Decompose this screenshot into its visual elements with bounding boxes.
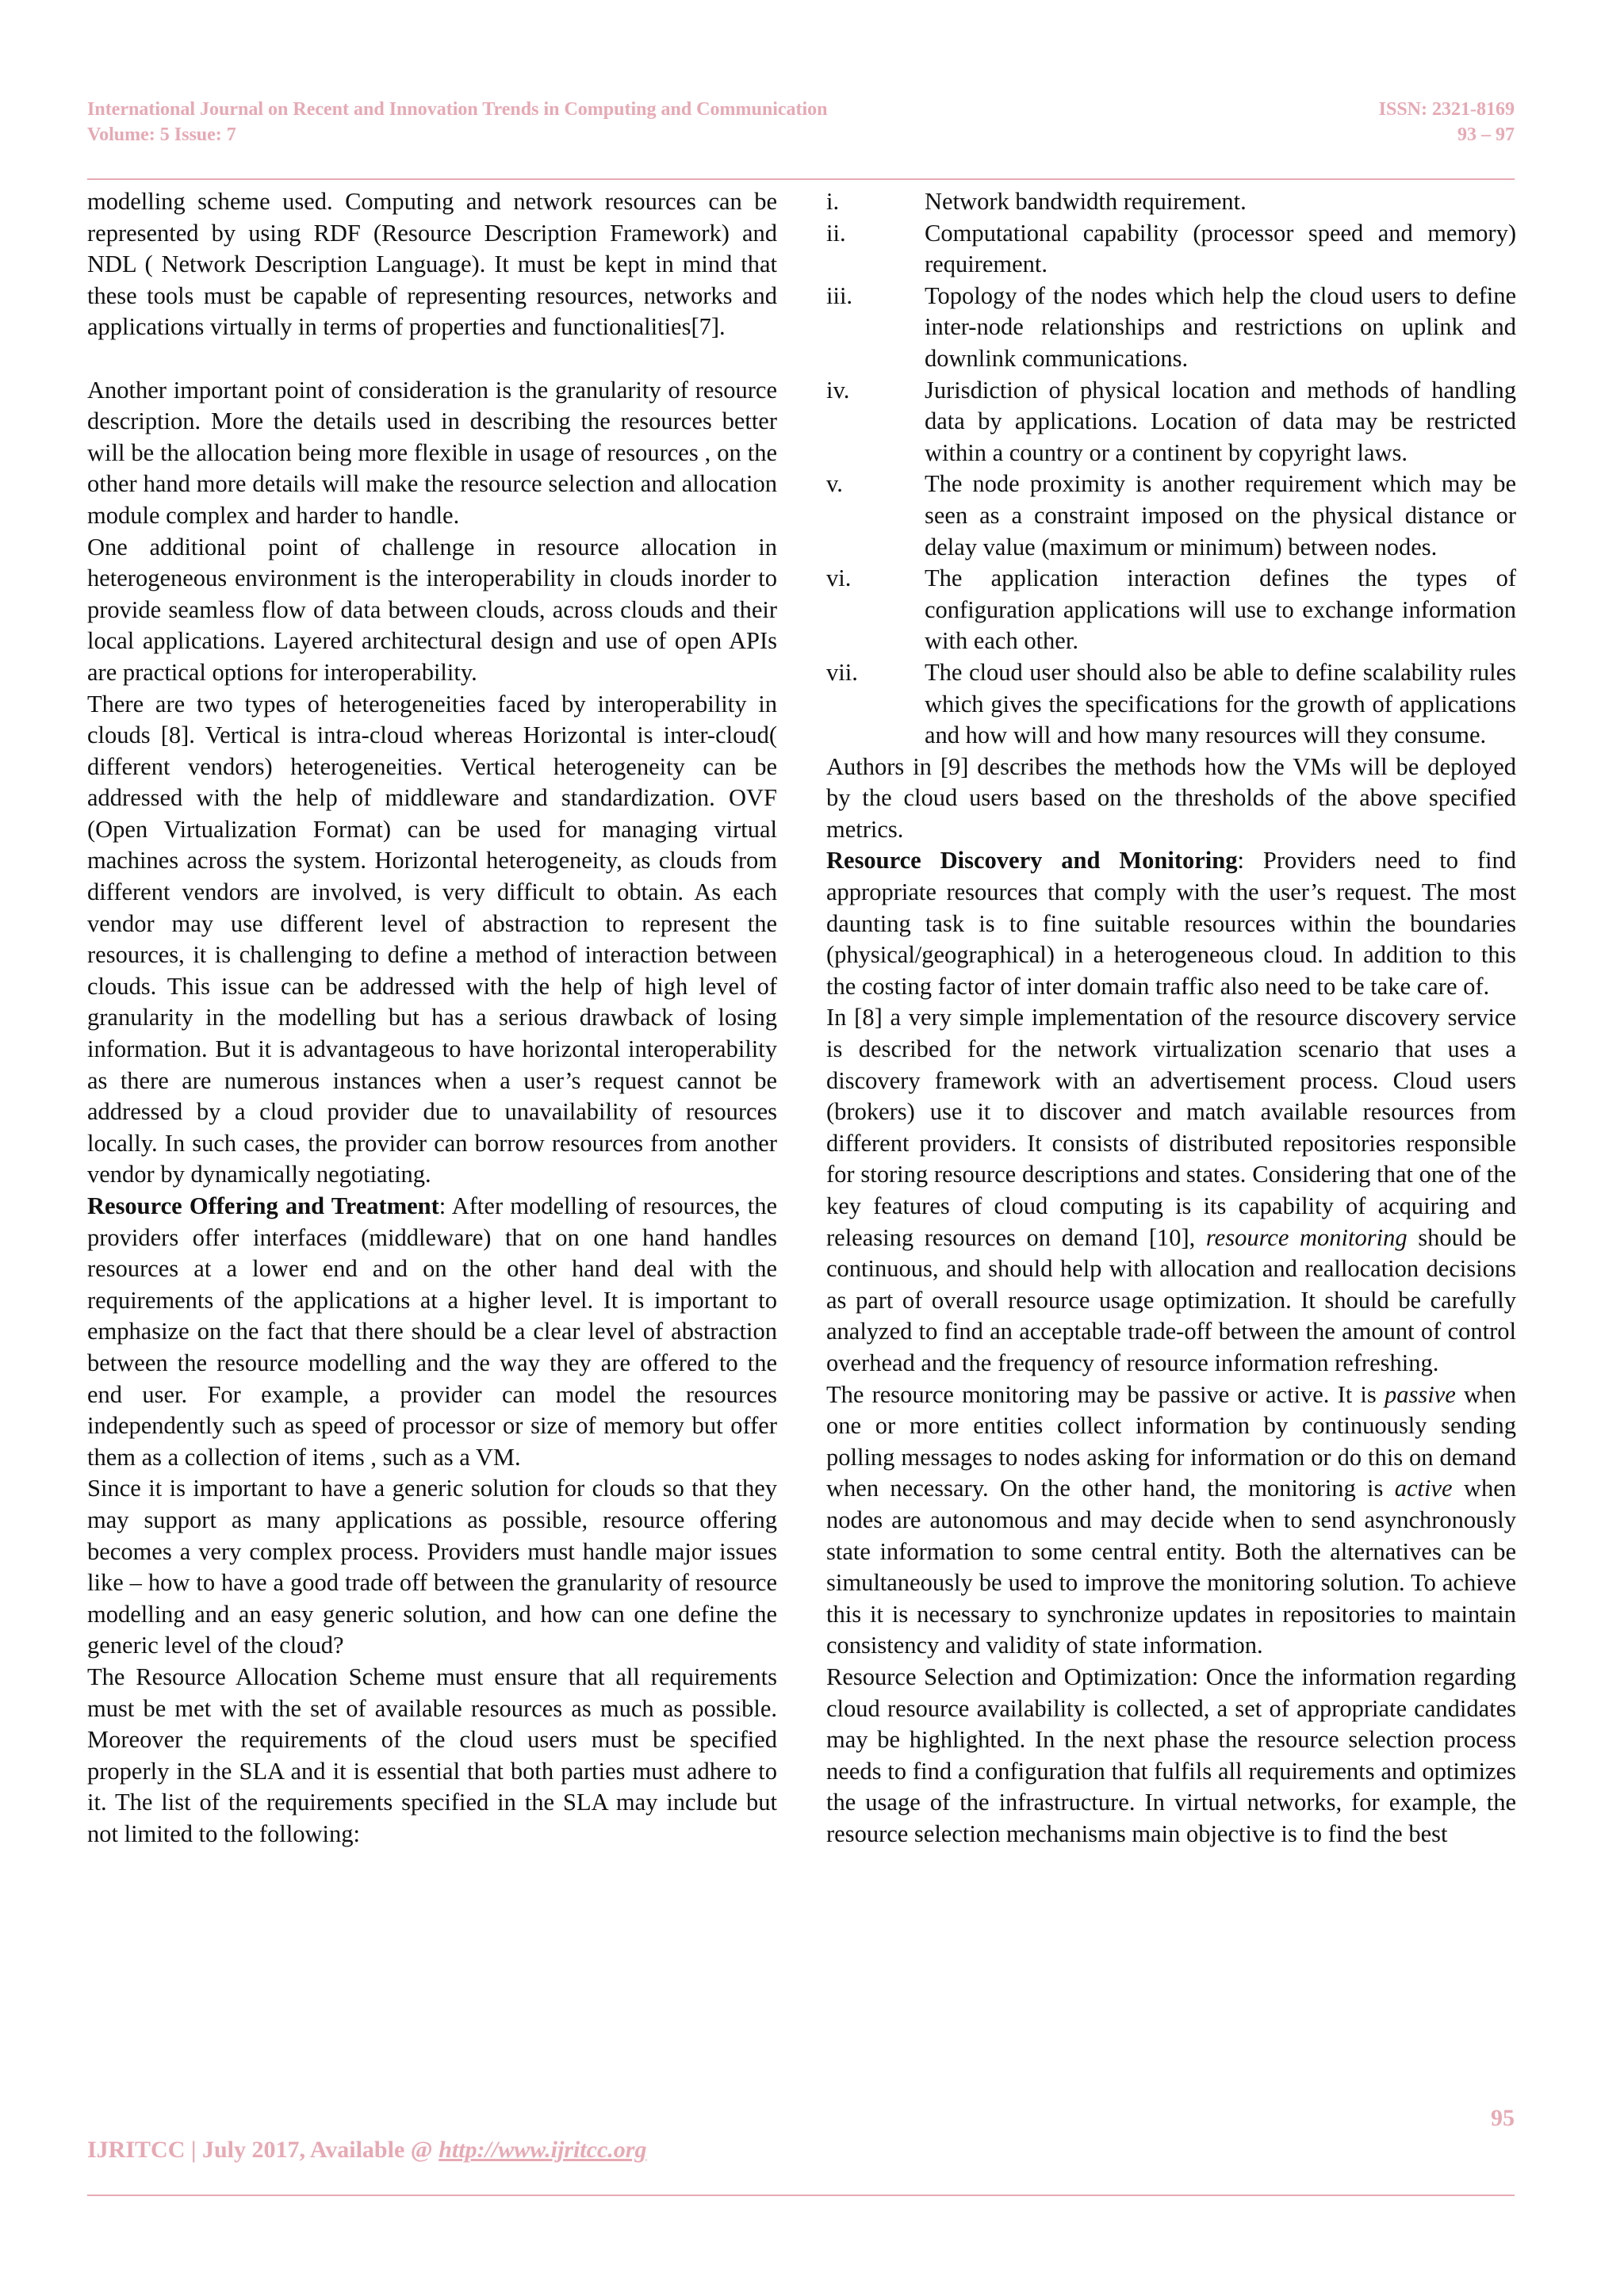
list-item xyxy=(826,657,1516,752)
paragraph-gap xyxy=(87,343,777,375)
paragraph: One additional point of challenge in resource allocation in heterogeneous environment is the interoperability in clouds inorder to provide seamless flow of data between clouds, across clouds and their local applications. Layered architectural design and use of open APIs are practical options for interoperability. xyxy=(87,533,777,686)
right-column xyxy=(826,186,1516,1850)
list-number: iii. xyxy=(826,281,853,309)
list-text: The node proximity is another requirement which may be seen as a constraint imposed on the physical distance or delay value (maximum or minimum) between nodes. xyxy=(925,470,1516,561)
list-number: vii. xyxy=(826,658,858,686)
paragraph: Resource Selection and Optimization: Once the information regarding cloud resource availability is collected, a set of appropriate candidates may be highlighted. In the next phase the resource selection process needs to find a configuration that fulfils all requirements and optimizes the usage of the infrastructure. In virtual networks, for example, the resource selection mechanisms main objective is to find the best xyxy=(826,1663,1516,1847)
page-range: 93 – 97 xyxy=(1457,124,1515,145)
list-number: ii. xyxy=(826,219,846,247)
list-item xyxy=(826,186,1516,218)
paragraph-body: should be continuous, and should help with allocation and reallocation decisions as part of overall resource usage optimization. It should be carefully analyzed to find an acceptable trade-off between the amount of control overhead and the frequency of resource information refreshing. xyxy=(826,1223,1516,1376)
paragraph-body: : After modelling of resources, the providers offer interfaces (middleware) that on one hand handles resources at a lower end and on the other hand deal with the requirements of the applications at a higher level. It is important to emphasize on the fact that there should be a clear level of abstraction between the resource modelling and the way they are offered to the end user. For example, a provider can model the resources independently such as speed of processor or size of memory but offer them as a collection of items , such as a VM. xyxy=(87,1192,777,1471)
list-text: The cloud user should also be able to define scalability rules which gives the specifications for the growth of applications and how will and how many resources will they consume. xyxy=(925,658,1516,749)
journal-volume: Volume: 5 Issue: 7 xyxy=(87,124,236,145)
left-column xyxy=(87,186,777,1850)
journal-issn: ISSN: 2321-8169 xyxy=(1378,99,1515,120)
list-text: The application interaction defines the types of configuration applications will use to exchange information with each other. xyxy=(925,564,1516,655)
footer-text: IJRITCC | July 2017, Available @ xyxy=(87,2137,439,2163)
header-right xyxy=(1379,97,1515,147)
header-rule xyxy=(87,178,1515,180)
list-number: iv. xyxy=(826,376,850,404)
footer-link[interactable]: http://www.ijritcc.org xyxy=(439,2137,647,2163)
paragraph: modelling scheme used. Computing and network resources can be represented by using RDF (Resource Description Framework) and NDL ( Network Description Language). It must be kept in mind that these tools must be capable of representing resources, networks and applications virtually in terms of properties and functionalities[7]. xyxy=(87,188,777,341)
emphasis: passive xyxy=(1384,1380,1456,1408)
list-item xyxy=(826,375,1516,469)
section-heading: Resource Offering and Treatment xyxy=(87,1192,439,1219)
footer-line xyxy=(87,2134,1515,2166)
emphasis: resource monitoring xyxy=(1205,1223,1408,1251)
list-number: v. xyxy=(826,470,843,498)
list-text: Network bandwidth requirement. xyxy=(925,188,1247,215)
list-item xyxy=(826,281,1516,375)
list-item xyxy=(826,563,1516,657)
list-text: Computational capability (processor speed and memory) requirement. xyxy=(925,219,1516,278)
paragraph: Another important point of consideration is the granularity of resource description. More the details used in describing the resources better will be the allocation being more flexible in usage of resources , on the other hand more details will make the resource selection and allocation module complex and harder to handle. xyxy=(87,376,777,529)
paragraph xyxy=(826,1002,1516,1379)
paragraph xyxy=(87,1191,777,1473)
list-number: i. xyxy=(826,188,840,215)
paragraph-body: In [8] a very simple implementation of the resource discovery service is described for the network virtualization scenario that uses a discovery framework with an advertisement process. Cloud users (brokers) use it to discover and match available resources from different providers. It consists of distributed repositories responsible for storing resource descriptions and states. Considering that one of the key features of cloud computing is its capability of acquiring and releasing resources on demand [10], xyxy=(826,1004,1516,1251)
paragraph-body: when one or more entities collect information by continuously sending polling messages to nodes asking for information or do this on demand when necessary. On the other hand, the monitoring is xyxy=(826,1380,1516,1502)
paragraph-body: The resource monitoring may be passive or active. It is xyxy=(826,1380,1385,1408)
footer-rule xyxy=(87,2195,1515,2196)
paragraph-body: : Providers need to find appropriate resources that comply with the user’s request. The most daunting task is to fine suitable resources within the boundaries (physical/geographical) in a heterogeneous cloud. In addition to this the costing factor of inter domain traffic also need to be take care of. xyxy=(826,847,1517,1000)
section-heading: Resource Discovery and Monitoring xyxy=(826,847,1238,874)
paragraph: Since it is important to have a generic solution for clouds so that they may support as many applications as possible, resource offering becomes a very complex process. Providers must handle major issues like – how to have a good trade off between the granularity of resource modelling and an easy generic solution, and how can one define the generic level of the cloud? xyxy=(87,1475,777,1659)
page-number: 95 xyxy=(1491,2105,1515,2131)
emphasis: active xyxy=(1394,1475,1453,1502)
paragraph: The Resource Allocation Scheme must ensure that all requirements must be met with the set of available resources as much as possible. Moreover the requirements of the cloud users must be specified properly in the SLA and it is essential that both parties must adhere to it. The list of the requirements specified in the SLA may include but not limited to the following: xyxy=(87,1663,777,1847)
header-left xyxy=(87,97,828,147)
list-text: Topology of the nodes which help the cloud users to define inter-node relationships and restrictions on uplink and downlink communications. xyxy=(925,281,1516,372)
journal-title: International Journal on Recent and Innovation Trends in Computing and Communication xyxy=(87,99,828,120)
paragraph: There are two types of heterogeneities faced by interoperability in clouds [8]. Vertical is intra-cloud whereas Horizontal is inter-cloud( different vendors) heterogeneities. Vertical heterogeneity can be addressed with the help of middleware and standardization. OVF (Open Virtualization Format) can be used for managing virtual machines across the system. Horizontal heterogeneity, as clouds from different vendors are involved, is very difficult to obtain. As each vendor may use different level of abstraction to represent the resources, it is challenging to define a method of interaction between clouds. This issue can be addressed with the help of high level of granularity in the modelling but has a serious drawback of losing information. But it is advantageous to have horizontal interoperability as there are numerous instances when a user’s request cannot be addressed by a cloud provider due to unavailability of resources locally. In such cases, the provider can borrow resources from another vendor by dynamically negotiating. xyxy=(87,690,777,1188)
paragraph: Authors in [9] describes the methods how the VMs will be deployed by the cloud users based on the thresholds of the above specified metrics. xyxy=(826,752,1516,843)
paragraph xyxy=(826,845,1516,1002)
paragraph xyxy=(826,1380,1516,1662)
page-footer xyxy=(87,2105,1515,2166)
requirements-list xyxy=(826,186,1516,752)
list-number: vi. xyxy=(826,564,852,592)
list-item xyxy=(826,218,1516,281)
list-item xyxy=(826,469,1516,563)
list-text: Jurisdiction of physical location and methods of handling data by applications. Location of data may be restricted within a country or a continent by copyright laws. xyxy=(925,376,1516,466)
paragraph-body: when nodes are autonomous and may decide when to send asynchronously state information to some central entity. Both the alternatives can be simultaneously be used to improve the monitoring solution. To achieve this it is necessary to synchronize updates in repositories to maintain consistency and validity of state information. xyxy=(826,1475,1516,1659)
